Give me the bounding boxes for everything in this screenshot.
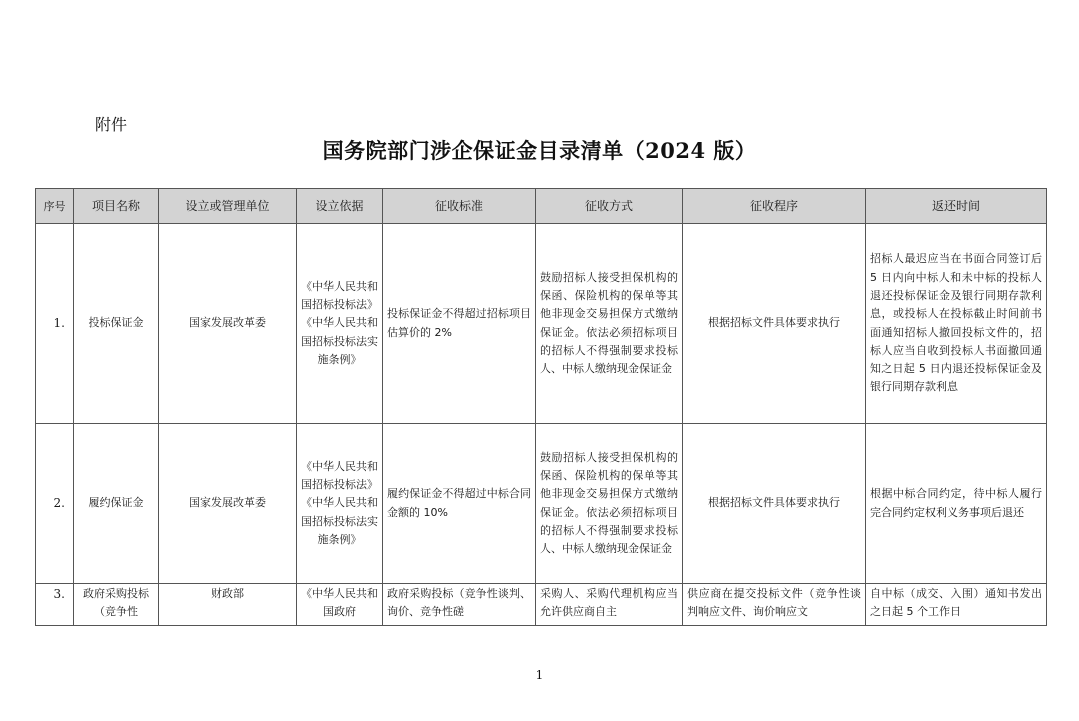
cell-unit: 财政部: [159, 584, 297, 626]
table-header-row: [36, 189, 1047, 224]
cell-name: 履约保证金: [74, 424, 159, 584]
cell-unit: 国家发展改革委: [159, 424, 297, 584]
cell-name: 政府采购投标（竞争性: [74, 584, 159, 626]
cell-procedure: 根据招标文件具体要求执行: [683, 224, 866, 424]
attachment-label: 附件: [95, 115, 128, 134]
column-header-standard: 征收标准: [383, 189, 536, 224]
cell-method: 采购人、采购代理机构应当允许供应商自主: [536, 584, 683, 626]
cell-standard: 投标保证金不得超过招标项目估算价的 2%: [383, 224, 536, 424]
column-header-seq: 序号: [36, 189, 74, 224]
cell-basis: 《中华人民共和国招标投标法》《中华人民共和国招标投标法实施条例》: [297, 224, 383, 424]
cell-refund: 招标人最迟应当在书面合同签订后 5 日内向中标人和未中标的投标人退还投标保证金及银行同期存款利息，或投标人在投标截止时间前书面通知招标人撤回投标文件的，招标人应当自收到投标人书面撤回通知之日起 5 日内退还投标保证金及银行同期存款利息: [866, 224, 1047, 424]
column-header-basis: 设立依据: [297, 189, 383, 224]
cell-basis: 《中华人民共和国政府: [297, 584, 383, 626]
column-header-refund: 返还时间: [866, 189, 1047, 224]
table-row: [36, 424, 1047, 584]
table-row: [36, 584, 1047, 626]
cell-basis: 《中华人民共和国招标投标法》《中华人民共和国招标投标法实施条例》: [297, 424, 383, 584]
cell-refund: 自中标（成交、入围）通知书发出之日起 5 个工作日: [866, 584, 1047, 626]
cell-unit: 国家发展改革委: [159, 224, 297, 424]
cell-seq: 3.: [36, 584, 74, 626]
cell-method: 鼓励招标人接受担保机构的保函、保险机构的保单等其他非现金交易担保方式缴纳保证金。依法必须招标项目的招标人不得强制要求投标人、中标人缴纳现金保证金: [536, 424, 683, 584]
cell-seq: 1.: [36, 224, 74, 424]
cell-name: 投标保证金: [74, 224, 159, 424]
cell-procedure: 根据招标文件具体要求执行: [683, 424, 866, 584]
deposit-catalog-table: [35, 188, 1047, 626]
page-number: 1: [535, 668, 544, 682]
cell-refund: 根据中标合同约定，待中标人履行完合同约定权利义务事项后退还: [866, 424, 1047, 584]
column-header-procedure: 征收程序: [683, 189, 866, 224]
cell-standard: 履约保证金不得超过中标合同金额的 10%: [383, 424, 536, 584]
cell-standard: 政府采购投标（竞争性谈判、询价、竞争性磋: [383, 584, 536, 626]
column-header-unit: 设立或管理单位: [159, 189, 297, 224]
cell-procedure: 供应商在提交投标文件（竞争性谈判响应文件、询价响应文: [683, 584, 866, 626]
document-title: 国务院部门涉企保证金目录清单（2024 版）: [322, 138, 757, 163]
cell-method: 鼓励招标人接受担保机构的保函、保险机构的保单等其他非现金交易担保方式缴纳保证金。依法必须招标项目的招标人不得强制要求投标人、中标人缴纳现金保证金: [536, 224, 683, 424]
column-header-name: 项目名称: [74, 189, 159, 224]
table-row: [36, 224, 1047, 424]
cell-seq: 2.: [36, 424, 74, 584]
column-header-method: 征收方式: [536, 189, 683, 224]
